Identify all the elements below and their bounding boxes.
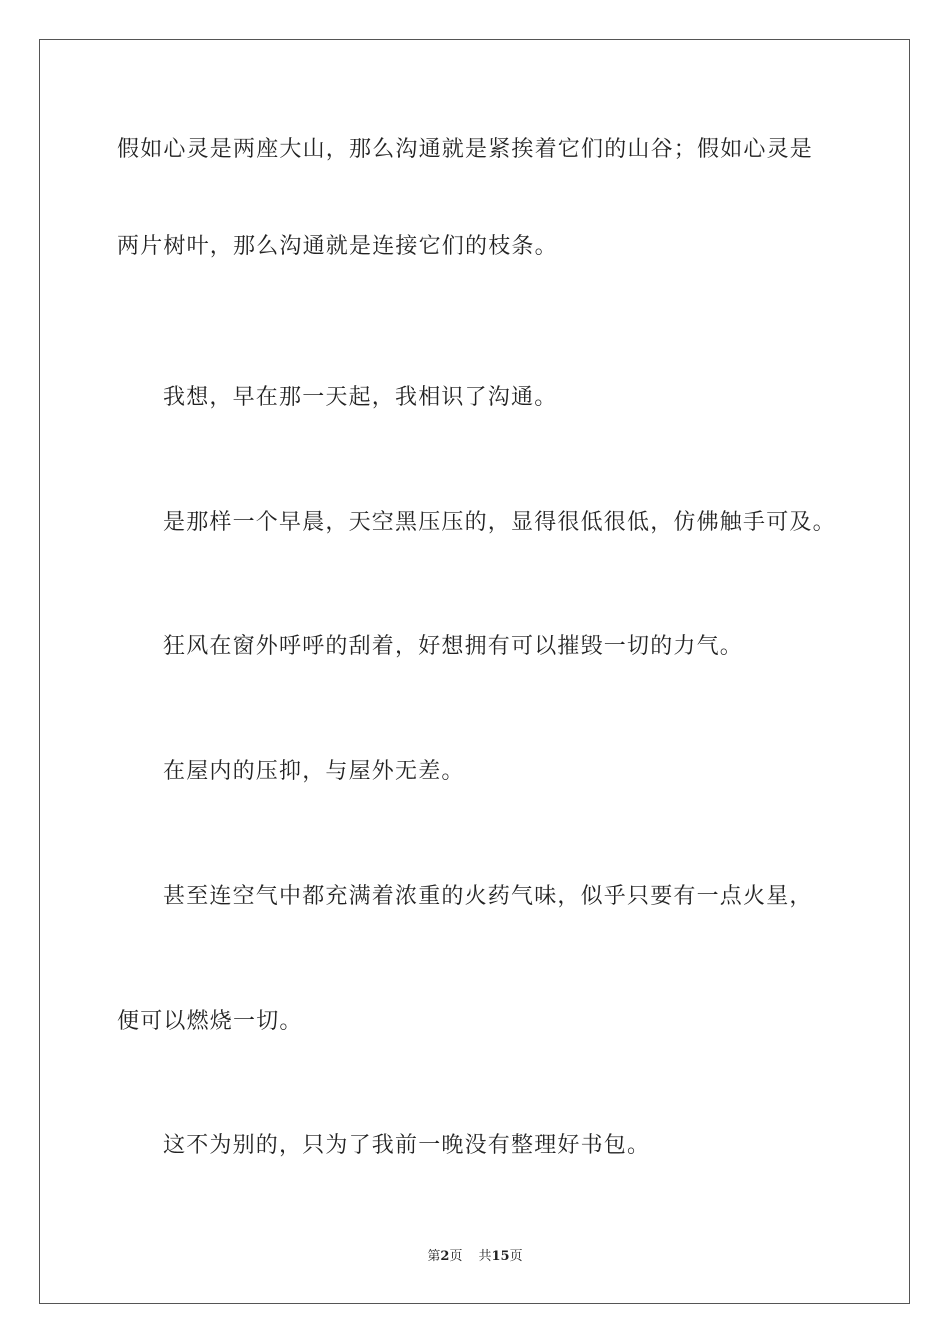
page-footer <box>0 1248 950 1266</box>
total-pages: 15 <box>491 1249 510 1264</box>
page-border <box>39 39 910 1304</box>
total-suffix: 页 <box>509 1249 523 1264</box>
page-suffix: 页 <box>449 1249 463 1264</box>
page-prefix: 第 <box>427 1249 441 1264</box>
paragraph-line: 狂风在窗外呼呼的刮着，好想拥有可以摧毁一切的力气。 <box>163 634 744 659</box>
paragraph-line: 我想，早在那一天起，我相识了沟通。 <box>163 385 558 410</box>
paragraph-line: 两片树叶，那么沟通就是连接它们的枝条。 <box>117 234 558 259</box>
total-prefix: 共 <box>478 1249 492 1264</box>
paragraph-line: 假如心灵是两座大山，那么沟通就是紧挨着它们的山谷；假如心灵是 <box>117 137 814 162</box>
paragraph-line: 在屋内的压抑，与屋外无差。 <box>163 759 465 784</box>
paragraph-line: 是那样一个早晨，天空黑压压的，显得很低很低，仿佛触手可及。 <box>163 510 836 535</box>
page-number: 2 <box>440 1249 450 1264</box>
paragraph-line: 甚至连空气中都充满着浓重的火药气味，似乎只要有一点火星， <box>163 884 813 909</box>
paragraph-line: 这不为别的，只为了我前一晚没有整理好书包。 <box>163 1133 651 1158</box>
paragraph-line: 便可以燃烧一切。 <box>117 1009 303 1034</box>
